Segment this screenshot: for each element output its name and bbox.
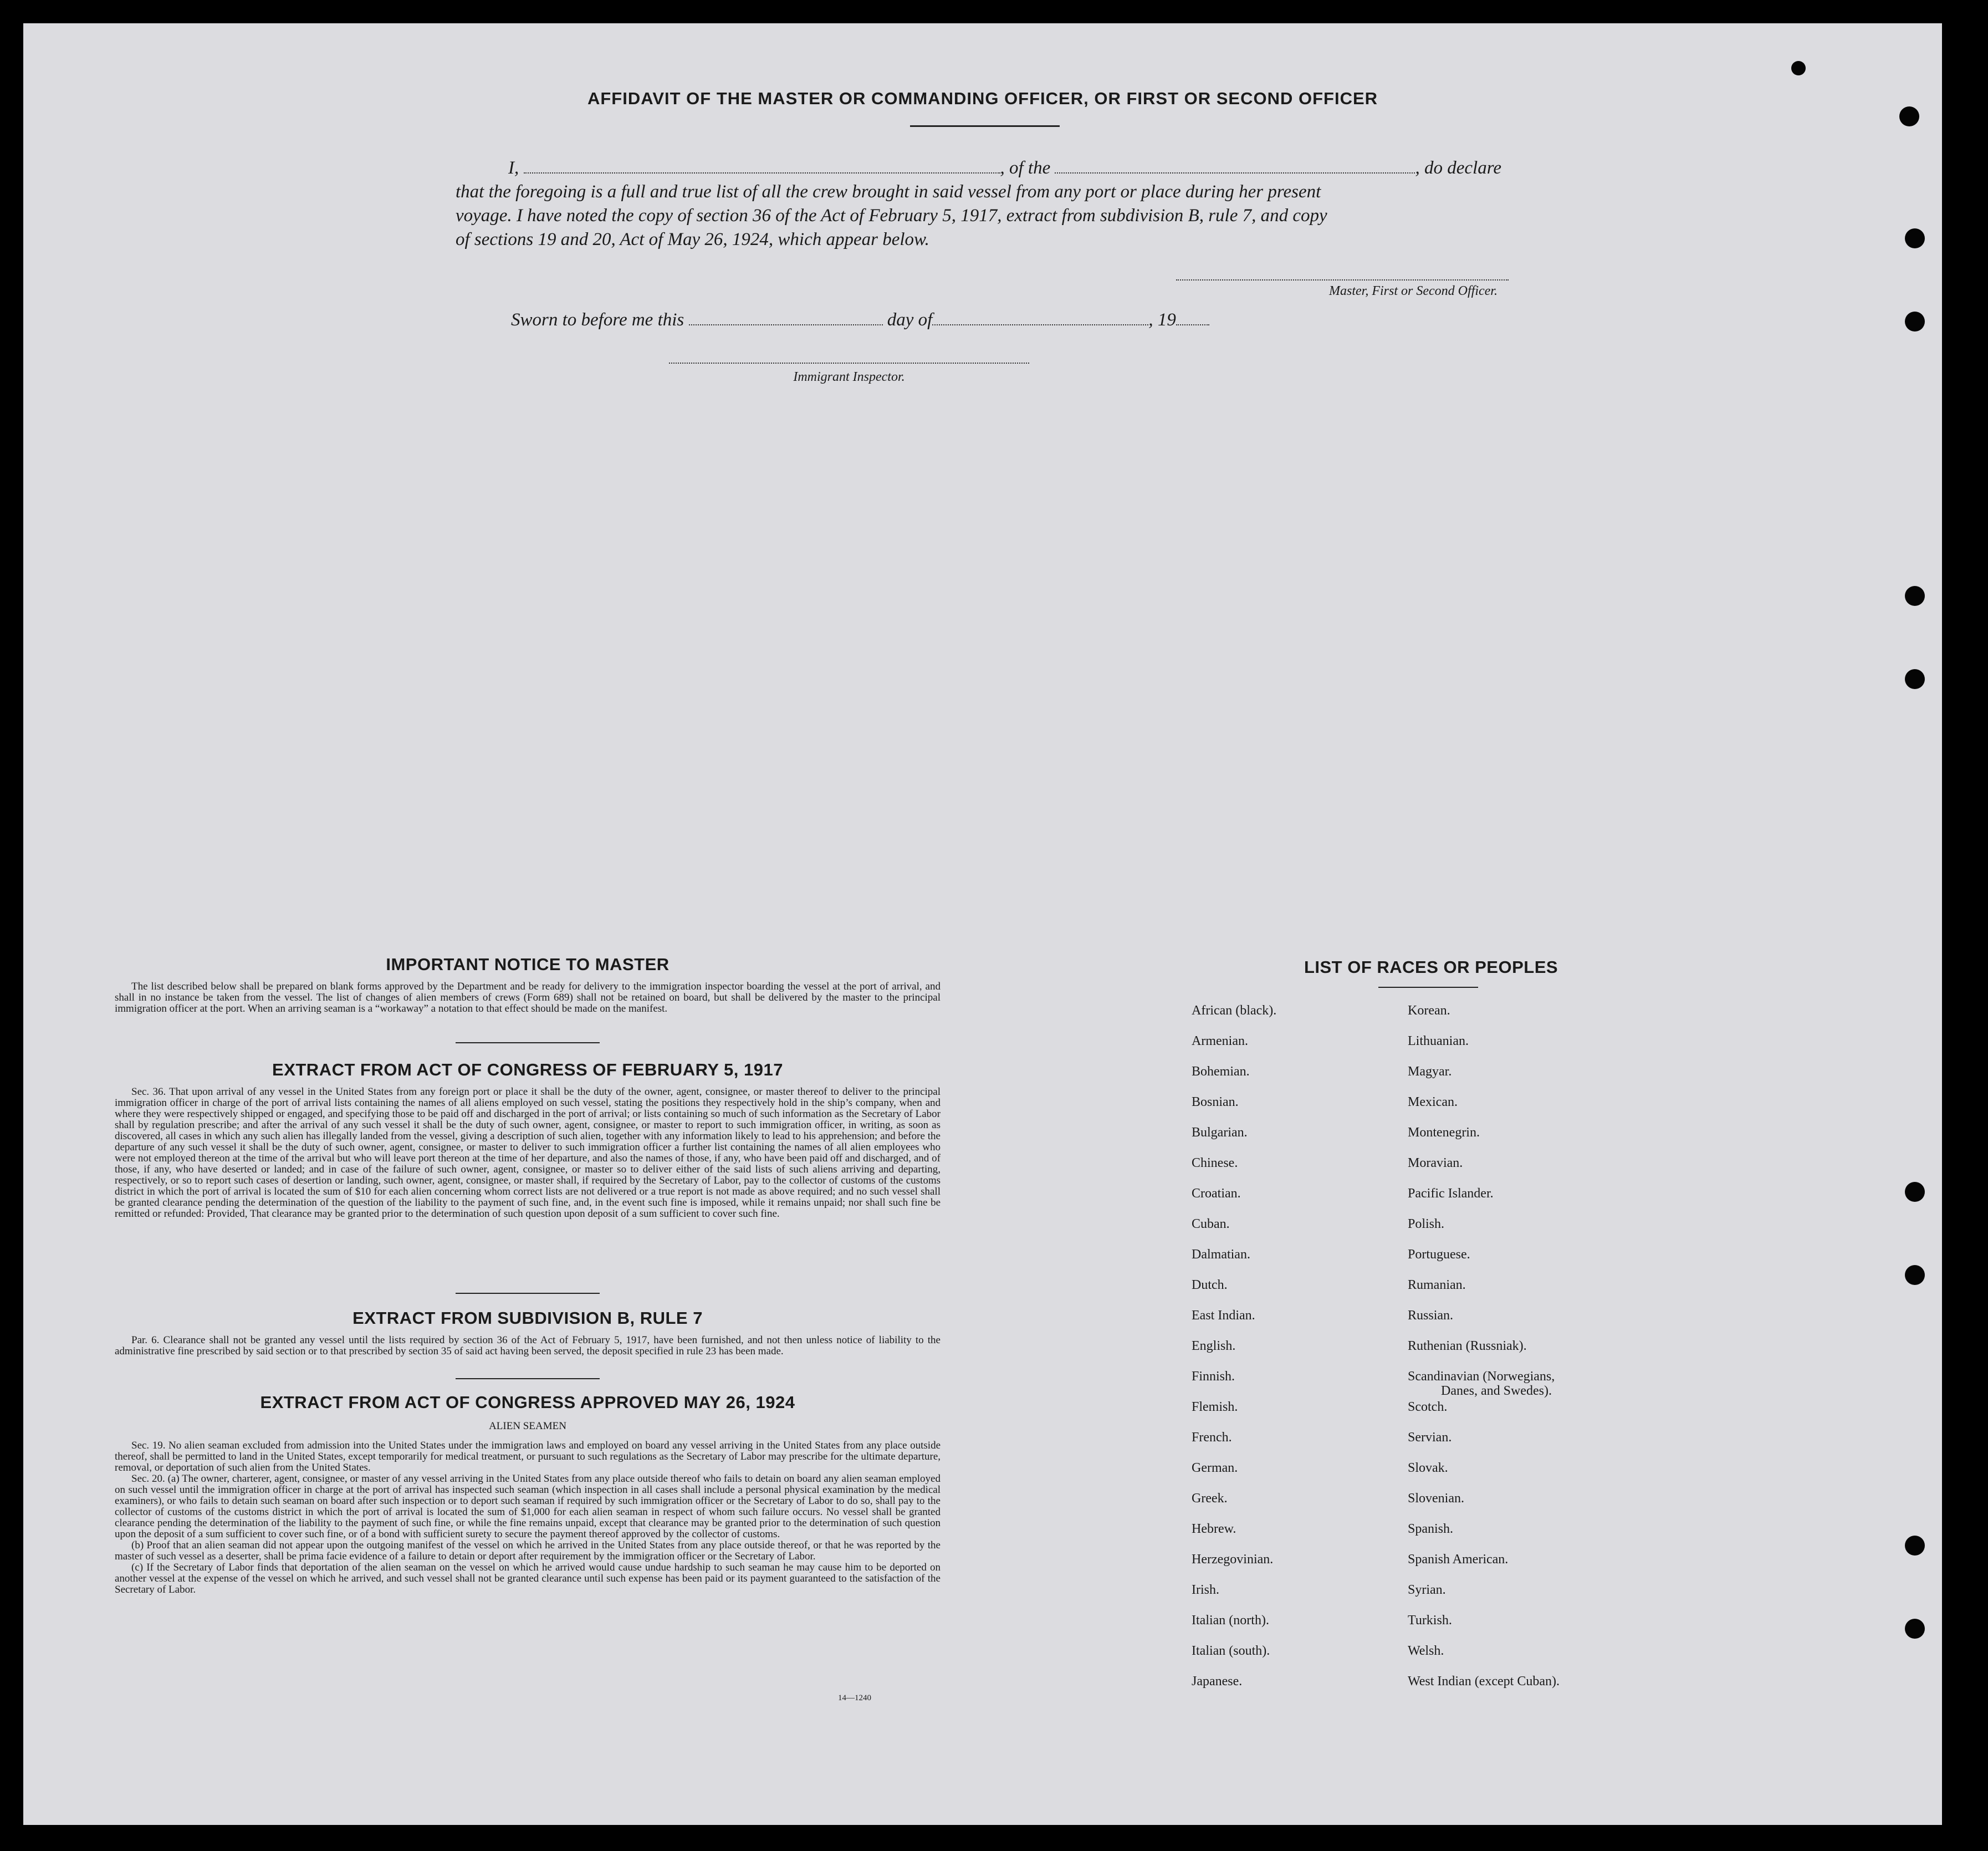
race-item: Hebrew. [1192,1522,1236,1536]
alien-seamen-subtitle: ALIEN SEAMEN [489,1420,566,1432]
races-title: LIST OF RACES OR PEOPLES [1304,957,1558,977]
punch-hole [1905,586,1925,606]
race-item: East Indian. [1192,1308,1255,1323]
declaration-line-4: of sections 19 and 20, Act of May 26, 1924, which appear below. [456,230,929,249]
section-20a-paragraph: Sec. 20. (a) The owner, charterer, agent, consignee, or master of any vessel arriving in the United States from any place outside thereof who fails to detain on board any alien seaman employed on such vessel until the immigration officer in charge at the port of arrival has inspected such seaman (which inspection in all cases shall include a personal physical examination by the medical examiners), or who fails to detain such seaman on board after such inspection or to deport such seaman if required by such immigration officer or the Secretary of Labor to do so, shall pay to the collector of customs of the customs district in which the port of arrival is located the sum of $1,000 for each alien seaman in respect of whom such failure occurs. No vessel shall be granted clearance pending the determination of the liability to the payment of such fine, or while the fine remains unpaid, except that clearance may be granted prior to the determination of such question upon the deposit of a sum sufficient to cover such fine, or of a bond with sufficient surety to secure the payment thereof approved by the collector of customs. [115,1473,941,1540]
extract-1924-title: EXTRACT FROM ACT OF CONGRESS APPROVED MAY 26, 1924 [260,1393,795,1412]
races-title-divider [1378,987,1478,988]
form-number: 14—1240 [838,1694,871,1702]
punch-hole [1905,1182,1925,1202]
race-item: Mexican. [1408,1095,1458,1109]
signature-label: Master, First or Second Officer. [1329,284,1498,298]
race-item: West Indian (except Cuban). [1408,1674,1560,1689]
month-blank-field[interactable] [932,306,1148,325]
punch-hole [1791,61,1806,75]
day-blank-field[interactable] [689,306,883,325]
race-item: Greek. [1192,1491,1228,1506]
race-item: Flemish. [1192,1400,1238,1414]
punch-hole [1905,1536,1925,1556]
race-item: Magyar. [1408,1064,1452,1079]
inspector-label: Immigrant Inspector. [793,370,905,384]
sworn-prefix: Sworn to before me this [511,310,684,330]
race-item: Cuban. [1192,1217,1230,1231]
race-item: Japanese. [1192,1674,1243,1689]
race-item: Spanish. [1408,1522,1454,1536]
race-item: Irish. [1192,1583,1219,1597]
section-20b-paragraph: (b) Proof that an alien seaman did not appear upon the outgoing manifest of the vessel on which he arrived in the United States from any place outside thereof, or that he was reported by the master of such vessel as a deserter, shall be prima facie evidence of a failure to detain or deport after requirement by the immigration officer or the Secretary of Labor. [115,1539,941,1562]
declaration-line-2: that the foregoing is a full and true list of all the crew brought in said vessel from any port or place during her present [456,182,1321,202]
race-item: Bosnian. [1192,1095,1239,1109]
notice-body [115,981,941,1014]
punch-hole [1905,312,1925,332]
year-prefix: , 19 [1148,310,1176,330]
race-item: Rumanian. [1408,1278,1466,1292]
race-item: Spanish American. [1408,1552,1509,1567]
extract-1924-body [115,1440,941,1595]
name-blank-field[interactable] [524,154,1000,174]
race-item: Polish. [1408,1217,1445,1231]
race-item: Dutch. [1192,1278,1228,1292]
race-item: Russian. [1408,1308,1454,1323]
of-the-label: , of the [1000,158,1051,178]
race-item: Bohemian. [1192,1064,1250,1079]
sworn-statement [511,306,1209,330]
race-item: Servian. [1408,1430,1452,1445]
section-divider [456,1378,600,1379]
punch-hole [1905,1619,1925,1639]
race-item: Herzegovinian. [1192,1552,1274,1567]
punch-hole [1899,106,1919,126]
race-item: Lithuanian. [1408,1034,1469,1048]
declaration-line-3: voyage. I have noted the copy of section 36 of the Act of February 5, 1917, extract from subdivision B, rule 7, and copy [456,206,1327,226]
race-item: German. [1192,1461,1238,1475]
race-item: Italian (south). [1192,1644,1270,1658]
extract-1917-body [115,1087,941,1220]
vessel-blank-field[interactable] [1055,154,1415,174]
race-item: Finnish. [1192,1369,1235,1384]
race-item: African (black). [1192,1003,1277,1018]
race-item: Moravian. [1408,1156,1463,1170]
do-declare-label: , do declare [1415,158,1501,178]
race-item: Scandinavian (Norwegians, [1408,1369,1555,1384]
section-19-paragraph: Sec. 19. No alien seaman excluded from admission into the United States under the immigration laws and employed on board any vessel arriving in the United States from any place outside thereof, shall be permitted to land in the United States, except temporarily for medical treatment, or pursuant to such regulations as the Secretary of Labor may prescribe for the ultimate departure, removal, or deportation of such alien from the United States. [115,1440,941,1473]
race-item-continuation: Danes, and Swedes). [1441,1384,1552,1398]
rule-7-title: EXTRACT FROM SUBDIVISION B, RULE 7 [352,1308,703,1328]
section-divider [456,1293,600,1294]
race-item: Italian (north). [1192,1613,1269,1628]
race-item: Montenegrin. [1408,1125,1480,1140]
race-item: Turkish. [1408,1613,1452,1628]
section-divider [456,1042,600,1043]
notice-paragraph: The list described below shall be prepared on blank forms approved by the Department and be ready for delivery to the immigration inspector boarding the vessel at the port of arrival, and shall in no instance be taken from the vessel. The list of changes of alien members of crews (Form 689) shall not be retained on board, but shall be delivered by the master to the principal immigration officer at the port. When an arriving seaman is a “workaway” a notation to that effect should be made on the manifest. [115,981,941,1014]
race-item: Slovak. [1408,1461,1448,1475]
race-item: Korean. [1408,1003,1450,1018]
race-item: Pacific Islander. [1408,1186,1494,1201]
race-item: Chinese. [1192,1156,1238,1170]
notice-title: IMPORTANT NOTICE TO MASTER [386,955,670,974]
punch-hole [1905,1265,1925,1285]
punch-hole [1905,669,1925,689]
rule-7-body [115,1335,941,1357]
race-item: Welsh. [1408,1644,1444,1658]
section-20c-paragraph: (c) If the Secretary of Labor finds that deportation of the alien seaman on the vessel on which he arrived would cause undue hardship to such seaman he may cause him to be deported on another vessel at the expense of the vessel on which he arrived, and such vessel shall not be granted clearance until such expense has been paid or its payment guaranteed to the satisfaction of the Secretary of Labor. [115,1562,941,1595]
affidavit-declaration [456,154,1547,252]
race-item: Syrian. [1408,1583,1446,1597]
document-page [23,23,1942,1825]
affidavit-title: AFFIDAVIT OF THE MASTER OR COMMANDING OFFICER, OR FIRST OR SECOND OFFICER [587,89,1378,108]
paragraph-6: Par. 6. Clearance shall not be granted any vessel until the lists required by section 36 of the Act of February 5, 1917, have been furnished, and not then unless notice of liability to the administrative fine prescribed by said section or to that prescribed by section 35 of said act having been served, the deposit specified in rule 23 has been made. [115,1334,941,1357]
race-item: English. [1192,1339,1236,1353]
race-item: Dalmatian. [1192,1247,1250,1262]
section-36-paragraph: Sec. 36. That upon arrival of any vessel in the United States from any foreign port or place it shall be the duty of the owner, agent, consignee, or master thereof to deliver to the principal immigration officer in charge of the port of arrival lists containing the names of all aliens employed on such vessel, stating the positions they respectively hold in the ship’s company, when and where they were respectively shipped or engaged, and specifying those to be paid off and discharged in the port of arrival; or lists containing so much of such information as the Secretary of Labor shall by regulation prescribe; and after the arrival of any such vessel it shall be the duty of such owner, agent, consignee, or master to report to such immigration officer, in writing, as soon as discovered, all cases in which any such alien has illegally landed from the vessel, giving a description of such alien, together with any information likely to lead to his apprehension; and before the departure of any such vessel it shall be the duty of such owner, agent, consignee, or master to deliver to such immigration officer a further list containing the names of all alien employees who were not employed thereon at the time of the arrival but who will leave port thereon at the time of her departure, and also the names of those, if any, who have been paid off and discharged, and of those, if any, who have deserted or landed; and in case of the failure of such owner, agent, consignee, or master so to deliver either of the said lists of such aliens arriving and departing, respectively, or so to report such cases of desertion or landing, such owner, agent, consignee, or master shall, if required by the Secretary of Labor, pay to the collector of customs of the customs district in which the port of arrival is located the sum of $10 for each alien concerning whom correct lists are not delivered or a true report is not made as above required; and no such vessel shall be granted clearance pending the determination of the question of the liability to the payment of such fine, and, in the event such fine is imposed, while it remains unpaid; nor shall such fine be remitted or refunded: Provided, That clearance may be granted prior to the determination of such question upon deposit of a sum sufficient to cover such fine. [115,1086,941,1220]
title-divider [910,125,1060,127]
day-of-label: day of [887,310,933,330]
race-item: Armenian. [1192,1034,1248,1048]
declaration-line-1 [456,154,1547,180]
signature-line[interactable] [1176,279,1509,281]
race-item: Scotch. [1408,1400,1448,1414]
extract-1917-title: EXTRACT FROM ACT OF CONGRESS OF FEBRUARY 5, 1917 [272,1060,783,1079]
race-item: French. [1192,1430,1232,1445]
inspector-signature-line[interactable] [669,363,1029,364]
race-item: Slovenian. [1408,1491,1464,1506]
year-blank-field[interactable] [1176,306,1209,325]
race-item: Portuguese. [1408,1247,1470,1262]
i-label: I, [508,158,519,178]
race-item: Ruthenian (Russniak). [1408,1339,1527,1353]
punch-hole [1905,228,1925,248]
race-item: Bulgarian. [1192,1125,1248,1140]
race-item: Croatian. [1192,1186,1241,1201]
